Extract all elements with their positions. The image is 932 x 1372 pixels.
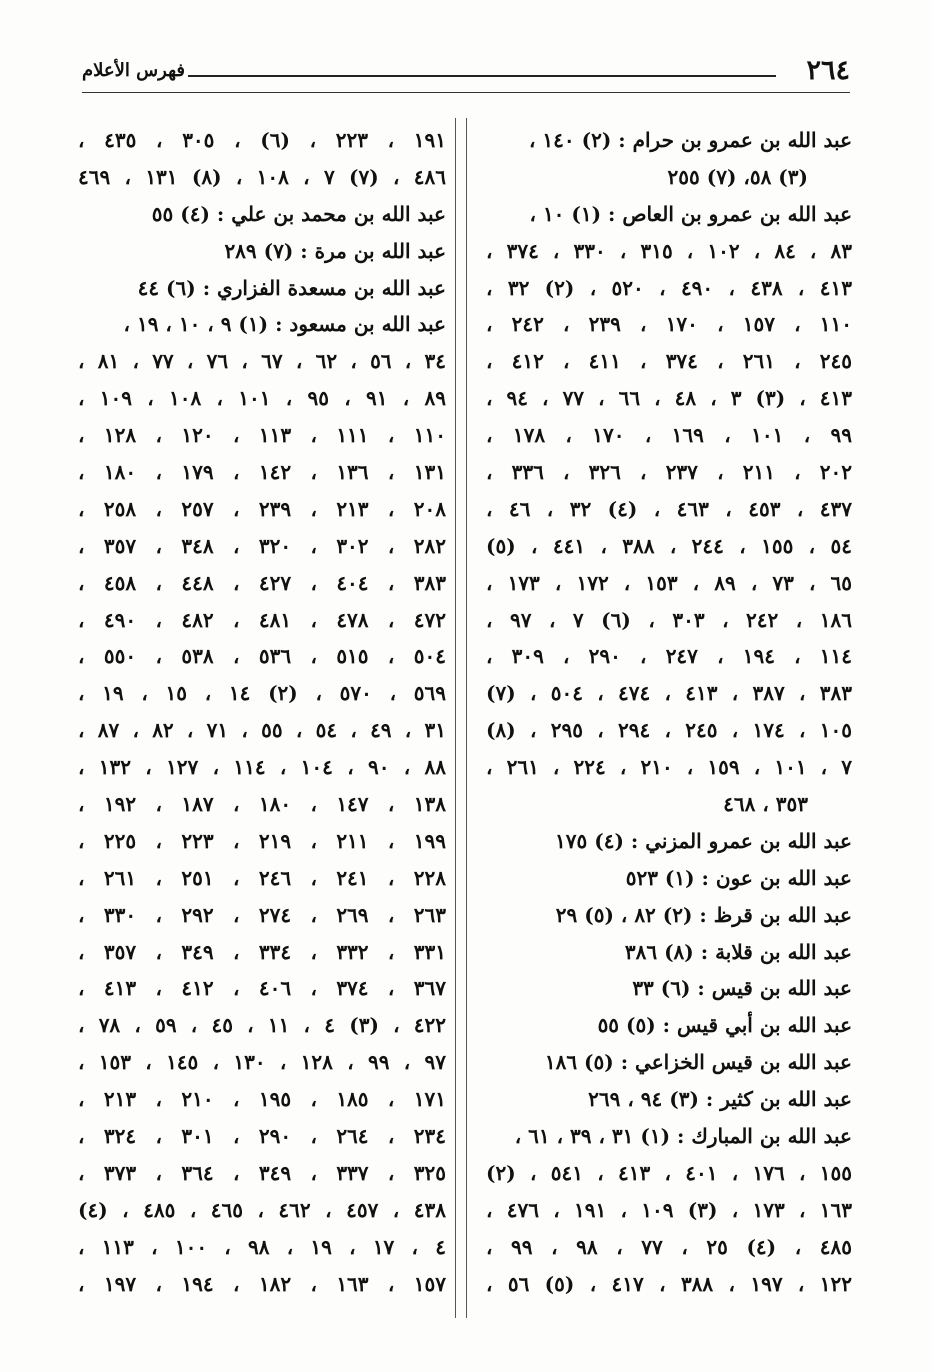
index-entry-line: ٤٢٢ ، (٣) ٤ ، ١١ ، ٤٥ ، ٥٩ ، ٧٨ ، xyxy=(78,1013,446,1038)
index-entry-heading: عبد الله بن قرظ : (٢) ٨٢ ، (٥) ٢٩ xyxy=(555,902,852,927)
index-entry-line: ١٥٧ ، ١٦٣ ، ١٨٢ ، ١٩٤ ، ١٩٧ ، xyxy=(78,1271,446,1296)
index-entry-line: ١٦٣ ، ١٧٣ ، (٣) ١٠٩ ، ١٩١ ، ٤٧٦ ، xyxy=(486,1197,852,1222)
index-entry-line: ٥٦٩ ، ٥٧٠ ، (٢) ١٤ ، ١٥ ، ١٩ ، xyxy=(78,681,446,706)
index-entry-line: ١٧١ ، ١٨٥ ، ١٩٥ ، ٢١٠ ، ٢١٣ ، xyxy=(78,1087,446,1112)
index-entry-line: ٢٢٨ ، ٢٤١ ، ٢٤٦ ، ٢٥١ ، ٢٦١ ، xyxy=(78,865,446,890)
page-number: ٢٦٤ xyxy=(806,55,850,86)
index-entry-heading: عبد الله بن كثير : (٣) ٩٤ ، ٢٦٩ xyxy=(588,1087,852,1112)
index-entry-line: ٣٢٥ ، ٣٣٧ ، ٣٤٩ ، ٣٦٤ ، ٣٧٣ ، xyxy=(78,1160,446,1185)
index-entry-line: ٣٨٣ ، ٣٨٧ ، ٤١٣ ، ٤٧٤ ، ٥٠٤ ، (٧) xyxy=(486,681,852,706)
index-entry-line: ٣١ ، ٤٩ ، ٥٤ ، ٥٥ ، ٧١ ، ٨٢ ، ٨٧ ، xyxy=(78,718,446,743)
index-entry-line: ١٣١ ، ١٣٦ ، ١٤٢ ، ١٧٩ ، ١٨٠ ، xyxy=(78,460,446,485)
index-entry-heading: عبد الله بن قيس الخزاعي : (٥) ١٨٦ xyxy=(544,1050,852,1075)
index-entry-line: ٥٠٤ ، ٥١٥ ، ٥٣٦ ، ٥٣٨ ، ٥٥٠ ، xyxy=(78,644,446,669)
index-entry-line: ١٢٢ ، ١٩٧ ، ٣٨٨ ، ٤١٧ ، (٥) ٥٦ ، xyxy=(486,1271,852,1296)
index-entry-heading: عبد الله بن عون : (١) ٥٢٣ xyxy=(625,865,852,890)
index-entry-line: ٤١٣ ، ٤٣٨ ، ٤٩٠ ، ٥٢٠ ، (٢) ٣٢ ، xyxy=(486,275,852,300)
index-entry-line: ٤١٣ ، (٣) ٣ ، ٤٨ ، ٦٦ ، ٧٧ ، ٩٤ ، xyxy=(486,386,852,411)
index-entry-line: ٣٦٧ ، ٣٧٤ ، ٤٠٦ ، ٤١٢ ، ٤١٣ ، xyxy=(78,976,446,1001)
index-entry-line: ٢٨٢ ، ٣٠٢ ، ٣٢٠ ، ٣٤٨ ، ٣٥٧ ، xyxy=(78,533,446,558)
index-entry-heading: عبد الله بن عمرو بن حرام : (٢) ١٤٠ ، xyxy=(529,128,852,152)
index-entry-heading: عبد الله بن مرة : (٧) ٢٨٩ xyxy=(224,238,446,263)
index-entry-line: ١١٠ ، ١٥٧ ، ١٧٠ ، ٢٣٩ ، ٢٤٢ ، xyxy=(486,312,852,337)
index-entry-heading: عبد الله بن عمرو المزني : (٤) ١٧٥ xyxy=(555,828,852,853)
index-entry-line: ٤٨٥ ، (٤) ٢٥ ، ٧٧ ، ٩٨ ، ٩٩ ، xyxy=(486,1234,852,1259)
index-entry-heading: عبد الله بن محمد بن علي : (٤) ٥٥ xyxy=(151,201,446,226)
index-column-left xyxy=(78,122,446,1303)
index-entry-line: ٣٥٣ ، ٤٦٨ xyxy=(723,792,808,817)
index-entry-line: ١٣٨ ، ١٤٧ ، ١٨٠ ، ١٨٧ ، ١٩٢ ، xyxy=(78,792,446,817)
index-entry-line: ٤٧٢ ، ٤٧٨ ، ٤٨١ ، ٤٨٢ ، ٤٩٠ ، xyxy=(78,607,446,632)
index-entry-line: ٤٣٧ ، ٤٥٣ ، ٤٦٣ ، (٤) ٣٢ ، ٤٦ ، xyxy=(486,496,852,521)
index-entry-line: ١٨٦ ، ٢٤٢ ، ٣٠٣ ، (٦) ٧ ، ٩٧ ، xyxy=(486,607,852,632)
index-entry-line: ١١٤ ، ١٩٤ ، ٢٤٧ ، ٢٩٠ ، ٣٠٩ ، xyxy=(486,644,852,669)
index-entry-line: ٥٤ ، ١٥٥ ، ٢٤٤ ، ٣٨٨ ، ٤٤١ ، (٥) xyxy=(486,533,852,558)
index-entry-line: ٨٨ ، ٩٠ ، ١٠٤ ، ١١٤ ، ١٢٧ ، ١٣٢ ، xyxy=(78,755,446,780)
index-entry-line: ٤ ، ١٧ ، ١٩ ، ٩٨ ، ١٠٠ ، ١١٣ ، xyxy=(78,1234,446,1259)
header-bottom-rule xyxy=(82,92,850,93)
index-entry-line: ٣٤ ، ٥٦ ، ٦٢ ، ٦٧ ، ٧٦ ، ٧٧ ، ٨١ ، xyxy=(78,349,446,374)
index-entry-line: ٢٠٨ ، ٢١٣ ، ٢٣٩ ، ٢٥٧ ، ٢٥٨ ، xyxy=(78,496,446,521)
index-entry-heading: عبد الله بن عمرو بن العاص : (١) ١٠ ، xyxy=(529,201,852,226)
index-entry-line: ١٩٩ ، ٢١١ ، ٢١٩ ، ٢٢٣ ، ٢٢٥ ، xyxy=(78,828,446,853)
index-entry-line: ٦٥ ، ٧٣ ، ٨٩ ، ١٥٣ ، ١٧٢ ، ١٧٣ ، xyxy=(486,570,852,595)
index-entry-heading: عبد الله بن المبارك : (١) ٣١ ، ٣٩ ، ٦١ ، xyxy=(514,1124,852,1149)
index-entry-line: ٩٧ ، ٩٩ ، ١٢٨ ، ١٣٠ ، ١٤٥ ، ١٥٣ ، xyxy=(78,1050,446,1075)
index-entry-heading: عبد الله بن أبي قيس : (٥) ٥٥ xyxy=(597,1013,852,1038)
index-column-right xyxy=(486,122,852,1303)
index-entry-line: ٤٨٦ ، (٧) ٧ ، ١٠٨ ، (٨) ١٣١ ، ٤٦٩ xyxy=(78,164,446,189)
index-entry-line: ٨٩ ، ٩١ ، ٩٥ ، ١٠١ ، ١٠٨ ، ١٠٩ ، xyxy=(78,386,446,411)
header-rule xyxy=(188,75,776,77)
index-entry-heading: عبد الله بن قيس : (٦) ٣٣ xyxy=(632,976,852,1001)
index-entry-line: ٣٣١ ، ٣٣٢ ، ٣٣٤ ، ٣٤٩ ، ٣٥٧ ، xyxy=(78,939,446,964)
running-title: فهرس الأعلام xyxy=(82,60,185,81)
index-entry-heading: عبد الله بن مسعود : (١) ٩ ، ١٠ ، ١٩ ، xyxy=(123,312,446,337)
page-header xyxy=(82,54,850,94)
index-entry-line: (٣) ٥٨، (٧) ٢٥٥ xyxy=(667,164,808,189)
index-entry-line: ٢٦٣ ، ٢٦٩ ، ٢٧٤ ، ٢٩٢ ، ٣٣٠ ، xyxy=(78,902,446,927)
index-entry-line: ٤٣٨ ، ٤٥٧ ، ٤٦٢ ، ٤٦٥ ، ٤٨٥ ، (٤) xyxy=(78,1197,446,1222)
index-entry-line: ٢٣٤ ، ٢٦٤ ، ٢٩٠ ، ٣٠١ ، ٣٢٤ ، xyxy=(78,1124,446,1149)
index-entry-heading: عبد الله بن مسعدة الفزاري : (٦) ٤٤ xyxy=(137,275,446,300)
column-divider xyxy=(455,118,456,1318)
index-entry-line: ٢٠٢ ، ٢١١ ، ٢٣٧ ، ٣٢٦ ، ٣٣٦ ، xyxy=(486,460,852,485)
column-divider xyxy=(466,118,467,1318)
index-entry-line: ٩٩ ، ١٠١ ، ١٦٩ ، ١٧٠ ، ١٧٨ ، xyxy=(486,423,852,448)
index-entry-line: ٧ ، ١٠١ ، ١٥٩ ، ٢١٠ ، ٢٢٤ ، ٢٦١ ، xyxy=(486,755,852,780)
index-entry-line: ٢٤٥ ، ٢٦١ ، ٣٧٤ ، ٤١١ ، ٤١٢ ، xyxy=(486,349,852,374)
index-entry-line: ١٩١ ، ٢٢٣ ، (٦) ، ٣٠٥ ، ٤٣٥ ، xyxy=(78,128,446,152)
index-entry-line: ١١٠ ، ١١١ ، ١١٣ ، ١٢٠ ، ١٢٨ ، xyxy=(78,423,446,448)
index-entry-heading: عبد الله بن قلابة : (٨) ٣٨٦ xyxy=(624,939,852,964)
index-entry-line: ٨٣ ، ٨٤ ، ١٠٢ ، ٣١٥ ، ٣٣٠ ، ٣٧٤ ، xyxy=(486,238,852,263)
index-entry-line: ٣٨٣ ، ٤٠٤ ، ٤٢٧ ، ٤٤٨ ، ٤٥٨ ، xyxy=(78,570,446,595)
index-entry-line: ١٥٥ ، ١٧٦ ، ٤٠١ ، ٤١٣ ، ٥٤١ ، (٢) xyxy=(486,1160,852,1185)
index-entry-line: ١٠٥ ، ١٧٤ ، ٢٤٥ ، ٢٩٤ ، ٢٩٥ ، (٨) xyxy=(486,718,852,743)
